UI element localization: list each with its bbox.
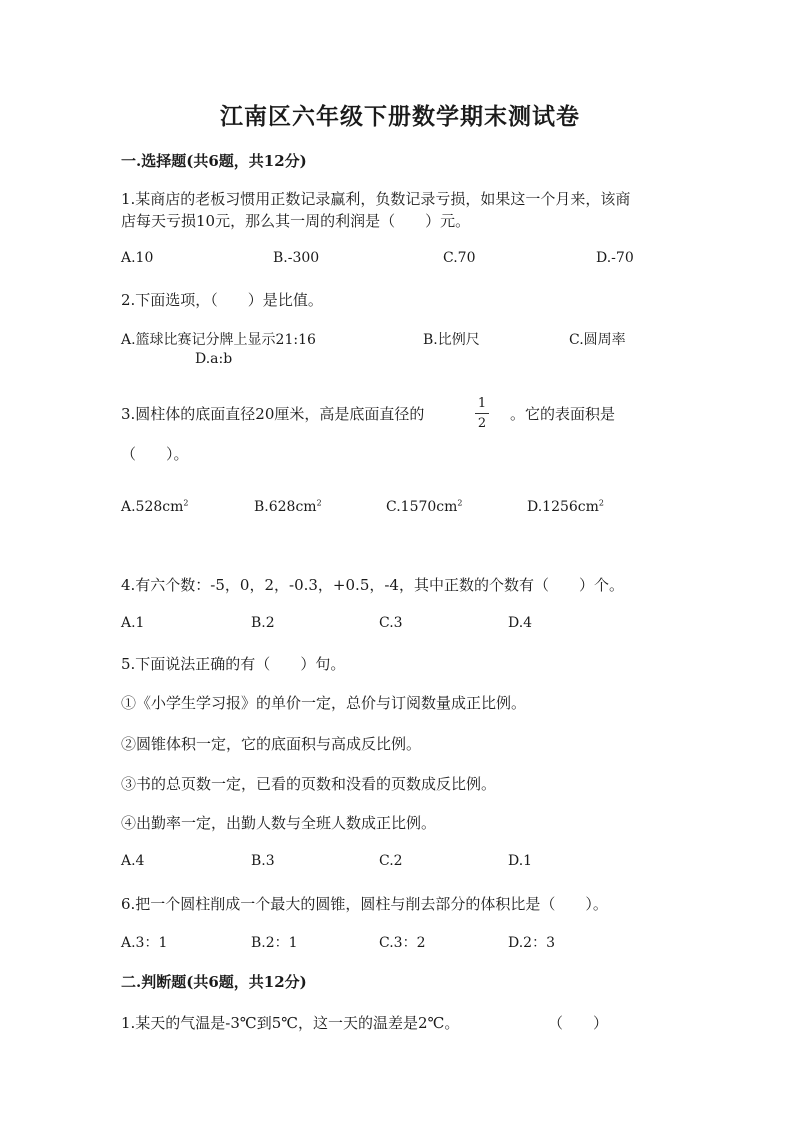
question-5-option-a: A.4 bbox=[121, 853, 145, 869]
question-2-line-1: 2.下面选项，（ ）是比值。 bbox=[121, 291, 323, 309]
option-text: D.1256cm bbox=[527, 499, 599, 515]
option-text: A.528cm bbox=[121, 499, 184, 515]
question-4-option-d: D.4 bbox=[508, 615, 533, 631]
question-2-option-d: D.a:b bbox=[195, 351, 233, 367]
question-5-line-1: 5.下面说法正确的有（ ）句。 bbox=[121, 655, 346, 673]
superscript: 2 bbox=[316, 498, 322, 508]
question-5-statement-1: ①《小学生学习报》的单价一定，总价与订阅数量成正比例。 bbox=[121, 694, 527, 712]
question-3-option-a bbox=[121, 499, 189, 515]
question-3-option-d bbox=[527, 499, 604, 515]
question-1-option-c: C.70 bbox=[443, 250, 476, 266]
superscript: 2 bbox=[183, 498, 189, 508]
option-text: B.628cm bbox=[254, 499, 317, 515]
question-1-option-a: A.10 bbox=[121, 250, 154, 266]
question-4-option-b: B.2 bbox=[251, 615, 275, 631]
question-4-line-1: 4.有六个数：-5，0，2，-0.3，+0.5，-4，其中正数的个数有（ ）个。 bbox=[121, 576, 624, 594]
question-5-statement-3: ③书的总页数一定，已看的页数和没看的页数成反比例。 bbox=[121, 775, 497, 793]
judgment-1-answer-blank: （ ） bbox=[548, 1014, 609, 1032]
question-5-statement-4: ④出勤率一定，出勤人数与全班人数成正比例。 bbox=[121, 814, 437, 832]
question-3-line-1: 3.圆柱体的底面直径20厘米，高是底面直径的 bbox=[121, 405, 425, 423]
fraction-one-half bbox=[475, 396, 489, 431]
judgment-1-line-1: 1.某天的气温是-3℃到5℃，这一天的温差是2℃。 bbox=[121, 1014, 460, 1032]
superscript: 2 bbox=[457, 498, 463, 508]
question-2-option-c: C.圆周率 bbox=[569, 332, 626, 348]
question-3-option-b bbox=[254, 499, 322, 515]
page-title: 江南区六年级下册数学期末测试卷 bbox=[220, 103, 580, 130]
question-6-line-1: 6.把一个圆柱削成一个最大的圆锥，圆柱与削去部分的体积比是（ ）。 bbox=[121, 895, 608, 913]
question-6-option-d: D.2：3 bbox=[508, 935, 555, 951]
question-4-option-a: A.1 bbox=[121, 615, 145, 631]
question-1-line-2: 店每天亏损10元，那么其一周的利润是（ ）元。 bbox=[121, 212, 471, 230]
question-3-line-2: （ ）。 bbox=[121, 445, 189, 463]
question-6-option-b: B.2：1 bbox=[251, 935, 298, 951]
question-4-option-c: C.3 bbox=[379, 615, 403, 631]
question-1-line-1: 1.某商店的老板习惯用正数记录赢利，负数记录亏损，如果这一个月来，该商 bbox=[121, 190, 631, 208]
question-3-option-c bbox=[386, 499, 463, 515]
question-1-option-b: B.-300 bbox=[273, 250, 320, 266]
question-6-option-a: A.3：1 bbox=[121, 935, 168, 951]
fraction-denominator: 2 bbox=[477, 416, 487, 431]
question-1-option-d: D.-70 bbox=[596, 250, 634, 266]
section-heading-choice: 一.选择题(共6题，共12分) bbox=[121, 152, 307, 170]
fraction-bar bbox=[475, 413, 489, 414]
question-2-option-b: B.比例尺 bbox=[423, 332, 480, 348]
section-heading-judgment: 二.判断题(共6题，共12分) bbox=[121, 973, 307, 991]
question-5-option-b: B.3 bbox=[251, 853, 275, 869]
question-5-statement-2: ②圆锥体积一定，它的底面积与高成反比例。 bbox=[121, 735, 422, 753]
superscript: 2 bbox=[598, 498, 605, 508]
option-text: C.1570cm bbox=[386, 499, 458, 515]
question-2-option-a: A.篮球比赛记分牌上显示21:16 bbox=[121, 332, 316, 348]
question-6-option-c: C.3：2 bbox=[379, 935, 426, 951]
question-3-line-1-tail: 。它的表面积是 bbox=[510, 405, 616, 423]
question-5-option-c: C.2 bbox=[379, 853, 403, 869]
question-5-option-d: D.1 bbox=[508, 853, 533, 869]
fraction-numerator: 1 bbox=[477, 396, 487, 411]
